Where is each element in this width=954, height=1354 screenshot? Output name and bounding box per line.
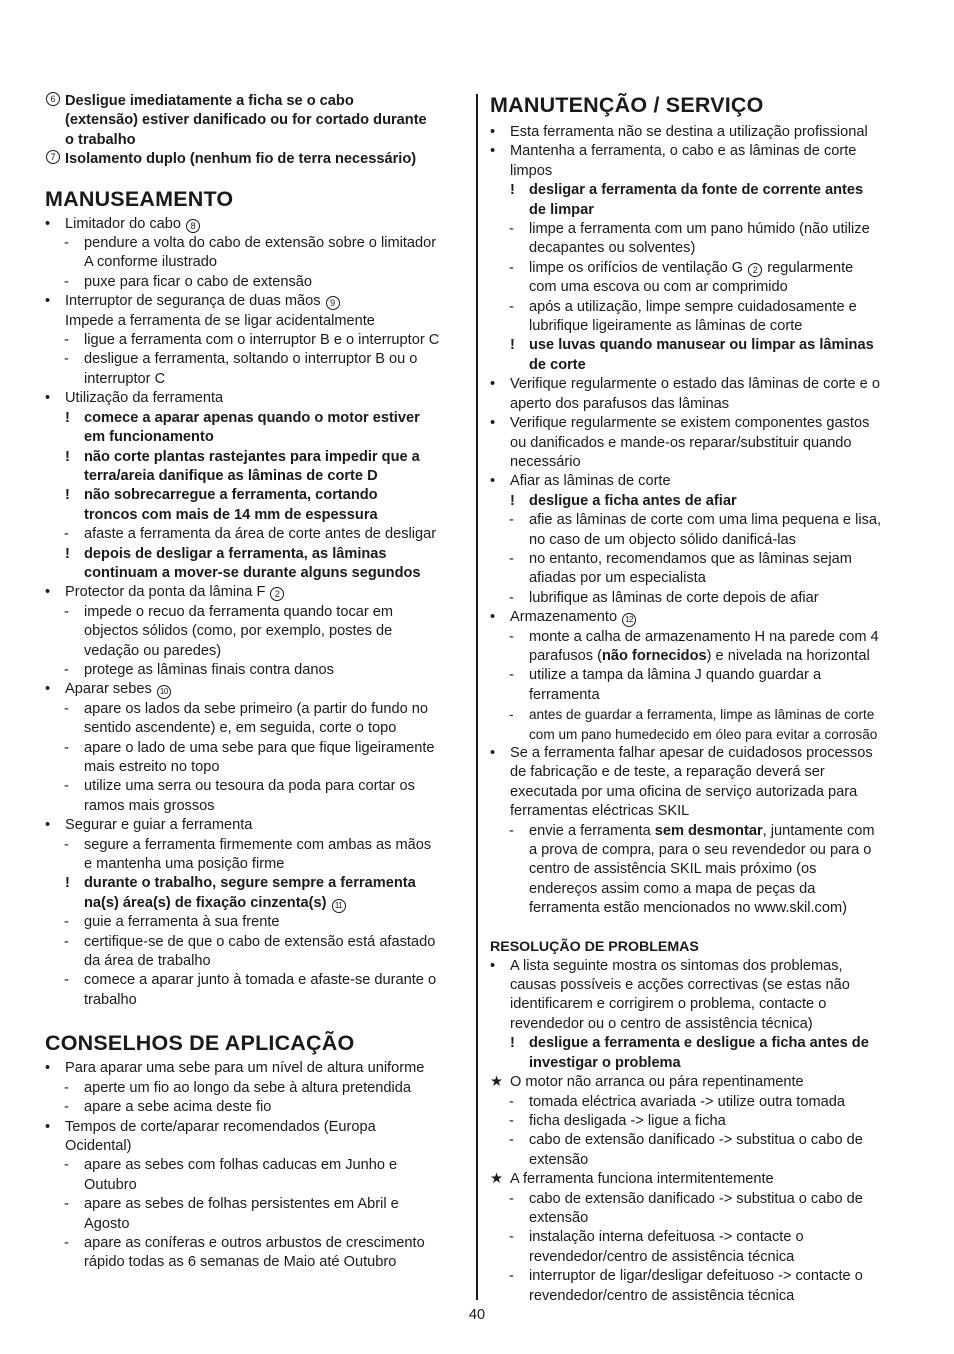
dash-item: - tomada eléctrica avariada -> utilize outra tomada [509,1093,845,1110]
circled-number-7: 7 [46,150,60,164]
bullet-item-cont: causas possíveis e acções correctivas (se estas não [510,977,850,994]
warning-item-cont: continuam a mover-se durante alguns segundos [84,564,421,581]
bullet-icon: • [45,293,51,310]
dash-item: - apare os lados da sebe primeiro (a partir do fundo no [64,700,428,717]
dash-item-cont: com uma escova ou com ar comprimido [529,279,788,296]
bullet-item: • A lista seguinte mostra os sintomas dos problemas, [490,957,910,976]
bullet-item: • Utilização da ferramenta [45,389,469,408]
warning-item-cont: em funcionamento [84,429,214,446]
dash-item: - segure a ferramenta firmemente com ambas as mãos [64,836,432,853]
dash-item-cont: A conforme ilustrado [84,254,218,271]
dash-item-cont: rápido todas as 6 semanas de Maio até Outubro [84,1254,397,1271]
dash-item-cont: ferramenta [529,686,600,703]
dash-item-cont: no caso de um objecto sólido danificá-las [529,531,796,548]
symptom-item: ★ A ferramenta funciona intermitentemente [490,1170,910,1189]
warning-mark-icon: ! [65,409,70,426]
bullet-icon: • [45,1060,51,1077]
dash-item: - após a utilização, limpe sempre cuidadosamente e [509,298,857,315]
warning-mark-icon: ! [65,448,70,465]
intro-item: 6 Desligue imediatamente a ficha se o cabo [45,92,469,111]
bullet-item-cont: aperto dos parafusos das lâminas [510,395,730,412]
bullet-item: • Interruptor de segurança de duas mãos 9 [45,292,469,311]
dash-item: - interruptor de ligar/desligar defeituoso -> contacte o [509,1268,863,1285]
dash-item: - utilize uma serra ou tesoura da poda para cortar os [64,778,415,795]
bullet-icon: • [490,376,496,393]
dash-item-cont: afiadas por um especialista [529,570,706,587]
intro-line: o trabalho [65,131,136,148]
dash-item-cont: objectos sólidos (como, por exemplo, postes de [84,623,393,640]
warning-item: ! não sobrecarregue a ferramenta, cortando [45,486,469,505]
warning-item-cont: na(s) área(s) de fixação cinzenta(s) 11 [45,894,469,913]
bullet-item-cont: executada por uma oficina de serviço autorizada para [510,783,858,800]
dash-item-cont: extensão [529,1151,589,1168]
warning-mark-icon: ! [65,487,70,504]
dash-item-cont: interruptor C [84,370,166,387]
dash-item: - monte a calha de armazenamento H na parede com 4 [509,628,879,645]
dash-item: - envie a ferramenta sem desmontar, juntamente com [509,822,875,839]
warning-mark-icon: ! [65,875,70,892]
bullet-item-cont: necessário [510,453,581,470]
circled-number-2: 2 [748,263,762,277]
section-title-manuseamento: MANUSEAMENTO [45,186,234,211]
dash-item: - utilize a tampa da lâmina J quando guardar a [509,667,822,684]
star-icon: ★ [490,1074,504,1091]
dash-item: - instalação interna defeituosa -> contacte o [509,1229,804,1246]
bullet-desc: Impede a ferramenta de se ligar acidentalmente [65,312,375,329]
dash-item: - antes de guardar a ferramenta, limpe as lâminas de corte [509,707,875,723]
dash-item-cont: endereços assim como a mapa de peças da [529,880,816,897]
page-number: 40 [468,1307,486,1323]
dash-item-cont: mais estreito no topo [84,759,220,775]
dash-item-cont: Outubro [84,1176,137,1193]
bullet-icon: • [490,473,496,490]
warning-item-cont: terra/areia danifique as lâminas de corte D [84,467,378,484]
dash-item: - protege as lâminas finais contra danos [64,661,334,678]
warning-item: ! comece a aparar apenas quando o motor estiver [45,409,469,428]
dash-item-cont: trabalho [84,991,137,1008]
intro-item: 7 Isolamento duplo (nenhum fio de terra necessário) [45,150,469,169]
dash-item: - comece a aparar junto à tomada e afaste-se durante o [64,972,437,989]
circled-number-2: 2 [270,587,284,601]
bullet-item: • Tempos de corte/aparar recomendados (Europa [45,1118,469,1137]
bullet-item-cont: limpos [510,162,553,179]
bullet-item-cont: de fabricação e de teste, a reparação deverá ser [510,764,825,781]
warning-item: ! depois de desligar a ferramenta, as lâminas [45,545,469,564]
dash-item-cont: decapantes ou solventes) [529,240,696,257]
warning-item-cont: de corte [529,356,586,373]
warning-item: ! use luvas quando manusear ou limpar as lâminas [490,336,910,355]
bullet-item: • Para aparar uma sebe para um nível de altura uniforme [45,1059,469,1078]
bullet-item: • Segurar e guiar a ferramenta [45,816,469,835]
circled-number-11: 11 [332,899,346,913]
bullet-icon: • [490,745,496,761]
dash-item: - afie as lâminas de corte com uma lima pequena e lisa, [509,512,882,529]
bullet-icon: • [490,609,496,626]
bullet-icon: • [45,584,51,601]
bullet-item: • Aparar sebes 10 [45,680,469,699]
dash-item-cont: da área de trabalho [84,953,211,970]
warning-mark-icon: ! [510,1035,515,1052]
bullet-item: • Limitador do cabo 8 [45,215,469,234]
dash-item-cont: e mantenha uma posição firme [84,856,285,873]
warning-item: ! desligue a ferramenta e desligue a ficha antes de [490,1034,910,1053]
column-divider [476,94,478,1300]
bullet-item: • Se a ferramenta falhar apesar de cuidadosos processos [490,744,910,763]
warning-item: ! desligue a ficha antes de afiar [490,492,910,511]
circled-number-10: 10 [157,685,171,699]
warning-item-cont: de limpar [529,201,594,218]
bullet-icon: • [490,143,496,160]
warning-mark-icon: ! [65,545,70,562]
bullet-icon: • [45,390,51,407]
warning-item: ! desligar a ferramenta da fonte de corrente antes [490,181,910,200]
dash-item: - no entanto, recomendamos que as lâminas sejam [509,550,852,567]
dash-item-cont: parafusos (não fornecidos) e nivelada na horizontal [529,647,870,664]
dash-item-cont: ferramenta estão mencionados no www.skil.com) [529,900,847,917]
circled-number-12: 12 [622,613,636,627]
dash-item-cont: sentido ascendente) e, em seguida, corte o topo [84,720,397,737]
bullet-item-cont: Ocidental) [65,1137,132,1154]
bullet-icon: • [490,957,496,974]
dash-item: - certifique-se de que o cabo de extensão está afastado [64,933,436,950]
warning-item: ! não corte plantas rastejantes para impedir que a [45,448,469,467]
dash-item-cont: a prova de compra, para o seu revendedor ou para o [529,842,872,859]
bullet-icon: • [45,1118,51,1135]
bullet-item-cont: identificarem e corrigirem o problema, contacte o [510,996,827,1013]
bullet-item-cont: ferramentas eléctricas SKIL [510,803,690,820]
bullet-item: • Afiar as lâminas de corte [490,472,910,491]
bullet-item: • Armazenamento 12 [490,608,910,627]
dash-item: - lubrifique as lâminas de corte depois de afiar [509,589,819,606]
warning-mark-icon: ! [510,182,515,199]
dash-item-cont: revendedor/centro de assistência técnica [529,1248,795,1265]
bullet-item: • Verifique regularmente o estado das lâminas de corte e o [490,375,910,394]
symptom-item: ★ O motor não arranca ou pára repentinamente [490,1073,910,1092]
bullet-item: • Mantenha a ferramenta, o cabo e as lâminas de corte [490,142,910,161]
dash-item-cont: extensão [529,1209,589,1226]
dash-item: - cabo de extensão danificado -> substitua o cabo de [509,1132,863,1149]
bullet-item-cont: ou danificados e mande-os reparar/substituir quando [510,434,852,451]
bullet-icon: • [490,415,496,432]
dash-item-cont: com um pano humedecido em óleo para evitar a corrosão [529,726,878,742]
dash-item-cont: centro de assistência SKIL mais próximo (os [529,861,817,878]
section-title-conselhos: CONSELHOS DE APLICAÇÃO [45,1031,355,1056]
circled-number-8: 8 [186,219,200,233]
dash-item: - limpe a ferramenta com um pano húmido (não utilize [509,221,870,238]
bullet-item: • Verifique regularmente se existem componentes gastos [490,414,910,433]
bullet-item-cont: revendedor ou o centro de assistência técnica) [510,1015,813,1032]
dash-item: - guie a ferramenta à sua frente [64,914,280,931]
bullet-item: • Protector da ponta da lâmina F 2 [45,583,469,602]
bullet-icon: • [45,215,51,232]
dash-item: - ligue a ferramenta com o interruptor B e o interruptor C [64,332,440,349]
star-icon: ★ [490,1171,504,1188]
dash-item: - impede o recuo da ferramenta quando tocar em [64,603,394,620]
dash-item: - apare as sebes com folhas caducas em Junho e [64,1157,398,1174]
dash-item: - apare as sebes de folhas persistentes em Abril e [64,1196,399,1213]
dash-item: - pendure a volta do cabo de extensão sobre o limitador [64,235,437,252]
warning-item-cont: troncos com mais de 14 mm de espessura [84,506,378,523]
warning-item: ! durante o trabalho, segure sempre a ferramenta [45,874,469,893]
dash-item-cont: revendedor/centro de assistência técnica [529,1287,795,1304]
dash-item: - apare a sebe acima deste fio [64,1099,272,1116]
bullet-icon: • [490,124,496,140]
dash-item-cont: vedação ou paredes) [84,642,222,659]
dash-item: - ficha desligada -> ligue a ficha [509,1112,726,1129]
warning-item-cont: investigar o problema [529,1054,681,1071]
dash-item: - limpe os orifícios de ventilação G 2 regularmente [509,259,854,276]
dash-item: - apare as coníferas e outros arbustos de crescimento [64,1234,425,1251]
intro-line: (extensão) estiver danificado ou for cortado durante [65,112,427,129]
dash-item: - afaste a ferramenta da área de corte antes de desligar [64,526,437,543]
dash-item-cont: ramos mais grossos [84,797,215,814]
dash-item: - aperte um fio ao longo da sebe à altura pretendida [64,1079,411,1096]
right-column [490,92,910,1306]
dash-item: - cabo de extensão danificado -> substitua o cabo de [509,1190,863,1207]
left-column [45,92,469,1273]
dash-item: - desligue a ferramenta, soltando o interruptor B ou o [64,351,418,368]
dash-item-cont: Agosto [84,1215,130,1232]
bullet-icon: • [45,817,51,834]
warning-mark-icon: ! [510,337,515,354]
bullet-icon: • [45,681,51,698]
circled-number-9: 9 [326,296,340,310]
dash-item: - apare o lado de uma sebe para que fique ligeiramente [64,739,435,756]
section-title-resolucao: RESOLUÇÃO DE PROBLEMAS [490,938,699,955]
bullet-item: • Esta ferramenta não se destina a utilização profissional [490,123,910,142]
circled-number-6: 6 [46,92,60,106]
warning-mark-icon: ! [510,492,515,509]
dash-item-cont: lubrifique ligeiramente as lâminas de corte [529,318,803,335]
dash-item: - puxe para ficar o cabo de extensão [64,273,312,290]
section-title-manutencao: MANUTENÇÃO / SERVIÇO [490,93,764,117]
